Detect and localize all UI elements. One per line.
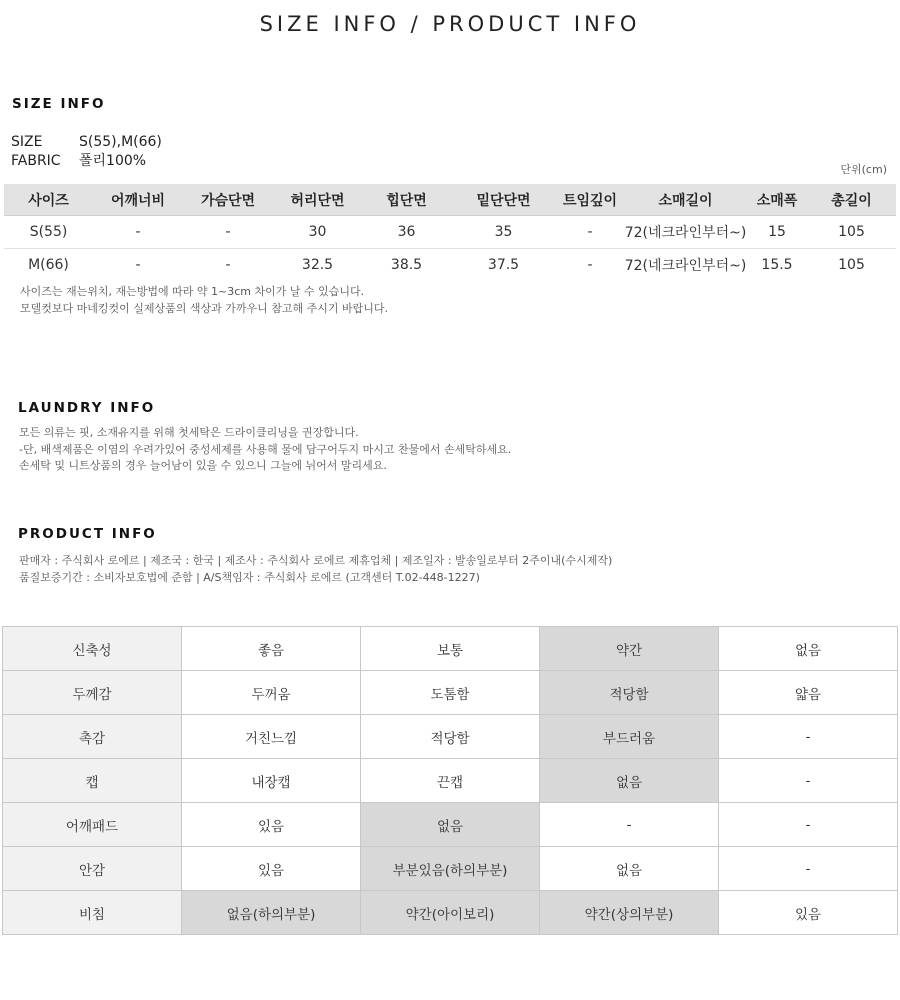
attribute-label: 비침 <box>3 891 182 935</box>
table-cell: 30 <box>273 216 362 249</box>
attribute-option-selected: 부분있음(하의부분) <box>361 847 540 891</box>
size-table <box>4 184 896 281</box>
table-cell: - <box>587 257 593 273</box>
attribute-option-selected: 부드러움 <box>540 715 719 759</box>
laundry-note-line: 모든 의류는 핏, 소재유지를 위해 첫세탁은 드라이클리닝을 권장합니다. <box>19 426 359 439</box>
attribute-row <box>3 671 898 715</box>
size-row <box>11 134 162 150</box>
attribute-label: 캡 <box>3 759 182 803</box>
table-cell: 35 <box>451 216 556 249</box>
attribute-row <box>3 847 898 891</box>
col-header-sleeve-length: 소매길이 <box>624 184 747 216</box>
attribute-option: 있음 <box>719 891 898 935</box>
table-cell: - <box>135 257 141 273</box>
attribute-option-selected: 약간(아이보리) <box>361 891 540 935</box>
table-cell: 105 <box>838 257 865 273</box>
attribute-option: 없음 <box>540 847 719 891</box>
attribute-option-selected: 적당함 <box>540 671 719 715</box>
table-cell: - <box>93 216 183 249</box>
attribute-label: 두께감 <box>3 671 182 715</box>
col-header-shoulder: 어깨너비 <box>93 184 183 216</box>
col-header-total-length: 총길이 <box>807 184 896 216</box>
attribute-label: 촉감 <box>3 715 182 759</box>
attribute-label: 신축성 <box>3 627 182 671</box>
attribute-option: 있음 <box>182 803 361 847</box>
size-note-line: 모델컷보다 마네킹컷이 실제상품의 색상과 가까우니 참고해 주시기 바랍니다. <box>20 301 389 315</box>
attribute-option: 거친느낌 <box>182 715 361 759</box>
table-cell: 37.5 <box>487 257 520 273</box>
attribute-option-selected: 약간 <box>540 627 719 671</box>
table-cell: M(66) <box>28 257 69 273</box>
attribute-option: 끈캡 <box>361 759 540 803</box>
table-row <box>4 216 896 249</box>
attribute-option: 좋음 <box>182 627 361 671</box>
size-note-line: 사이즈는 재는위치, 재는방법에 따라 약 1~3cm 차이가 날 수 있습니다. <box>20 285 365 298</box>
attribute-option-selected: 없음 <box>540 759 719 803</box>
attribute-option: 적당함 <box>361 715 540 759</box>
laundry-note-line: 손세탁 및 니트상품의 경우 늘어남이 있을 수 있으니 그늘에 뉘어서 말리세요. <box>19 459 387 472</box>
size-notes <box>20 284 388 317</box>
attribute-option: 내장캡 <box>182 759 361 803</box>
fabric-label: FABRIC <box>11 153 61 169</box>
attribute-option: - <box>719 803 898 847</box>
unit-label: 단위(cm) <box>840 163 887 176</box>
page-title: SIZE INFO / PRODUCT INFO <box>259 12 641 36</box>
table-cell: 15.5 <box>761 257 793 273</box>
attribute-table <box>2 626 898 935</box>
table-cell: - <box>183 216 273 249</box>
laundry-info-title: LAUNDRY INFO <box>18 400 156 416</box>
attribute-option: - <box>719 847 898 891</box>
laundry-notes <box>19 425 511 475</box>
col-header-hem: 밑단단면 <box>451 184 556 216</box>
attribute-option: - <box>540 803 719 847</box>
table-cell: 32.5 <box>301 257 334 273</box>
attribute-row <box>3 803 898 847</box>
col-header-slit: 트임깊이 <box>556 184 624 216</box>
attribute-label: 안감 <box>3 847 182 891</box>
table-row <box>4 249 896 282</box>
table-cell: 105 <box>807 216 896 249</box>
product-note-line: 품질보증기간 : 소비자보호법에 준함 | A/S책임자 : 주식회사 로에르 (고객센터 T.02-448-1227) <box>19 570 480 584</box>
attribute-option: 두꺼움 <box>182 671 361 715</box>
attribute-option: 있음 <box>182 847 361 891</box>
table-cell: - <box>556 216 624 249</box>
col-header-size: 사이즈 <box>4 184 93 216</box>
size-value: S(55),M(66) <box>79 134 162 150</box>
table-cell: S(55) <box>4 216 93 249</box>
col-header-chest: 가슴단면 <box>183 184 273 216</box>
attribute-row <box>3 759 898 803</box>
size-label: SIZE <box>11 134 43 150</box>
attribute-option: 보통 <box>361 627 540 671</box>
attribute-row <box>3 627 898 671</box>
size-table-header <box>4 184 896 216</box>
attribute-option-selected: 약간(상의부분) <box>540 891 719 935</box>
attribute-label: 어깨패드 <box>3 803 182 847</box>
attribute-option: 도톰함 <box>361 671 540 715</box>
col-header-sleeve-width: 소매폭 <box>747 184 807 216</box>
col-header-waist: 허리단면 <box>273 184 362 216</box>
fabric-value: 폴리100% <box>79 153 147 169</box>
attribute-option: - <box>719 715 898 759</box>
product-info-title: PRODUCT INFO <box>18 526 157 542</box>
col-header-hip: 힙단면 <box>362 184 451 216</box>
attribute-option-selected: 없음(하의부분) <box>182 891 361 935</box>
table-cell: 36 <box>362 216 451 249</box>
table-cell: - <box>225 257 231 273</box>
size-info-title: SIZE INFO <box>12 96 106 112</box>
attribute-option-selected: 없음 <box>361 803 540 847</box>
attribute-option: 얇음 <box>719 671 898 715</box>
laundry-note-line: -단, 배색제품은 이염의 우려가있어 중성세제를 사용해 물에 담구어두지 마시고 찬물에서 손세탁하세요. <box>19 442 512 456</box>
attribute-option: 없음 <box>719 627 898 671</box>
product-notes <box>19 553 612 586</box>
attribute-row <box>3 891 898 935</box>
table-cell: 72(네크라인부터~) <box>624 216 747 249</box>
table-cell: 15 <box>747 216 807 249</box>
table-cell: 72(네크라인부터~) <box>624 258 747 274</box>
product-note-line: 판매자 : 주식회사 로에르 | 제조국 : 한국 | 제조사 : 주식회사 로에르 제휴업체 | 제조일자 : 발송일로부터 2주이내(수시제작) <box>19 554 613 567</box>
table-cell: 38.5 <box>390 257 423 273</box>
fabric-row <box>11 150 146 170</box>
attribute-row <box>3 715 898 759</box>
attribute-option: - <box>719 759 898 803</box>
